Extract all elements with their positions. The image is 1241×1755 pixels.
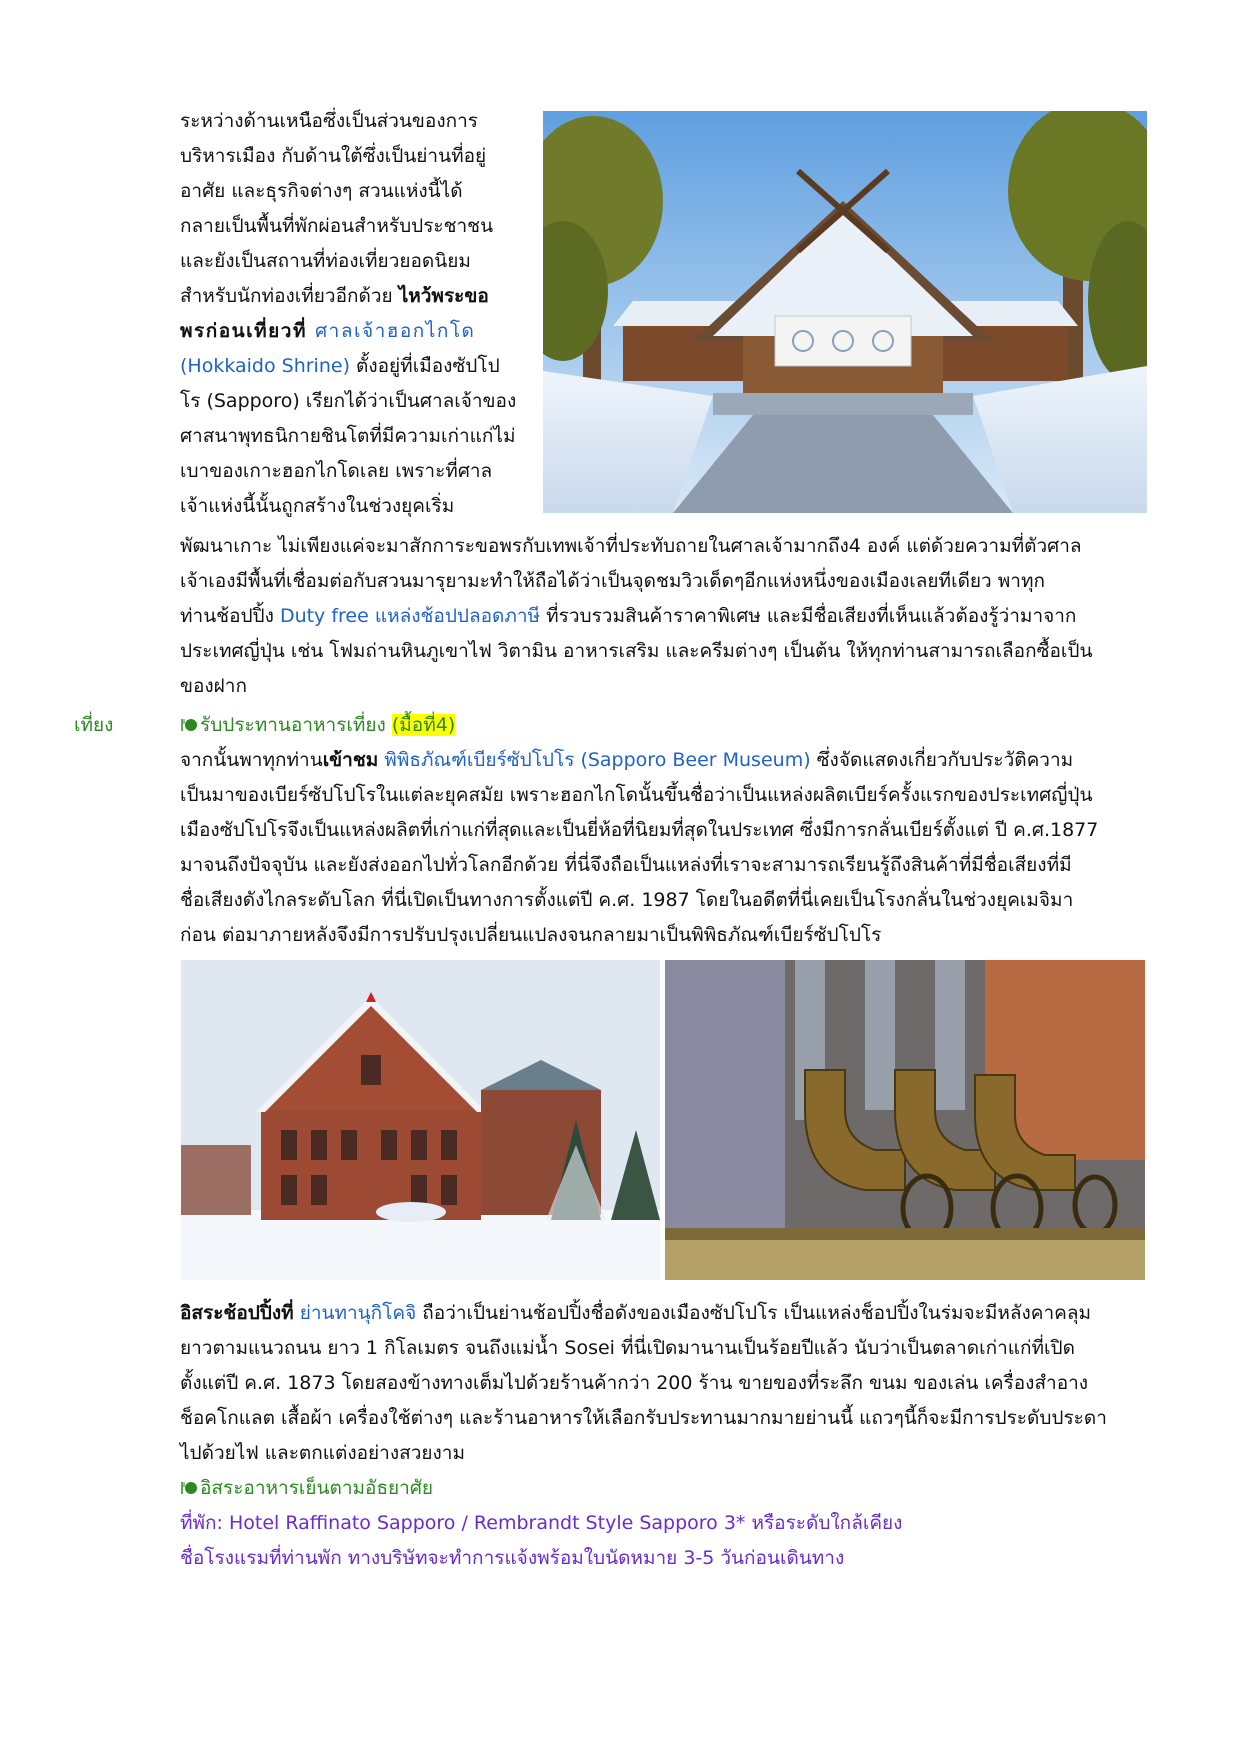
continuation-line: ประเทศญี่ปุ่น เช่น โฟมถ่านหินภูเขาไฟ วิตามิน อาหารเสริม และครีมต่างๆ เป็นต้น ให้ทุกท่านสามารถเลือกซื้อเป็น	[180, 640, 1093, 662]
intro-line	[180, 349, 525, 384]
tanukikoji-line: ตั้งแต่ปี ค.ศ. 1873 โดยสองข้างทางเต็มไปด้วยร้านค้ากว่า 200 ร้าน ขายของที่ระลึก ขนม ของเล่น เครื่องสำอาง	[180, 1372, 1089, 1394]
museum-line	[180, 743, 1147, 778]
hokkaido-shrine-photo	[543, 111, 1147, 513]
hokkaido-shrine-link-en[interactable]: (Hokkaido Shrine)	[180, 355, 350, 377]
intro-line: ศาสนาพุทธนิกายชินโตที่มีความเก่าแก่ไม่	[180, 425, 516, 447]
intro-line: และยังเป็นสถานที่ท่องเที่ยวยอดนิยม	[180, 250, 471, 272]
continuation-line: พัฒนาเกาะ ไม่เพียงแค่จะมาสักการะขอพรกับเทพเจ้าที่ประทับถายในศาลเจ้ามากถึง4 องค์ แต่ด้วยความที่ตัวศาล	[180, 535, 1082, 557]
intro-paragraph	[180, 104, 525, 524]
intro-bold: พรก่อนเที่ยวที่	[180, 320, 316, 342]
meal-icon	[180, 1473, 198, 1489]
tanukikoji-line	[180, 1296, 1147, 1331]
intro-line	[180, 314, 525, 349]
tanukikoji-line: ยาวตามแนวถนน ยาว 1 กิโลเมตร จนถึงแม่น้ำ Sosei ที่นี่เปิดมานานเป็นร้อยปีแล้ว นับว่าเป็นตลาดเก่าแก่ที่เปิด	[180, 1337, 1075, 1359]
beer-museum-building-photo	[181, 960, 660, 1280]
continuation-text: ท่านช้อปปิ้ง	[180, 605, 280, 627]
continuation-text: ที่รวบรวมสินค้าราคาพิเศษ และมีชื่อเสียงที่เห็นแล้วต้องรู้ว่ามาจาก	[540, 605, 1077, 627]
museum-bold: เข้าชม	[322, 749, 379, 771]
tanukikoji-text: ถือว่าเป็นย่านช้อปปิ้งชื่อดังของเมืองซัปโปโร เป็นแหล่งช็อปปิ้งในร่มจะมีหลังคาคลุม	[416, 1302, 1092, 1324]
museum-line: ชื่อเสียงดังไกลระดับโลก ที่นี่เปิดเป็นทางการตั้งแต่ปี ค.ศ. 1987 โดยในอดีตที่นี่เคยเป็นโรงกลั่นในช่วงยุคเมจิมา	[180, 889, 1074, 911]
intro-line	[180, 279, 525, 314]
tanukikoji-link[interactable]: ย่านทานุกิโคจิ	[293, 1302, 417, 1324]
tanukikoji-paragraph	[180, 1296, 1147, 1471]
lunch-text: รับประทานอาหารเที่ยง	[200, 714, 392, 736]
hotel-notice: ชื่อโรงแรมที่ท่านพัก ทางบริษัทจะทำการแจ้งพร้อมใบนัดหมาย 3-5 วันก่อนเดินทาง	[180, 1547, 845, 1569]
museum-line: ก่อน ต่อมาภายหลังจึงมีการปรับปรุงเปลี่ยนแปลงจนกลายมาเป็นพิพิธภัณฑ์เบียร์ซัปโปโร	[180, 924, 882, 946]
tanukikoji-line: ไปด้วยไฟ และตกแต่งอย่างสวยงาม	[180, 1442, 465, 1464]
intro-text: สำหรับนักท่องเที่ยวอีกด้วย	[180, 285, 399, 307]
museum-text: ซึ่งจัดแสดงเกี่ยวกับประวัติความ	[810, 749, 1074, 771]
intro-line: ระหว่างด้านเหนือซึ่งเป็นส่วนของการ	[180, 110, 478, 132]
brass-taps-photo	[665, 960, 1145, 1280]
intro-text: ตั้งอยู่ที่เมืองซัปโป	[349, 355, 500, 377]
sapporo-beer-museum-link[interactable]: พิพิธภัณฑ์เบียร์ซัปโปโร (Sapporo Beer Museum)	[378, 749, 811, 771]
intro-line: อาศัย และธุรกิจต่างๆ สวนแห่งนี้ได้	[180, 180, 463, 202]
continuation-line	[180, 599, 1147, 634]
museum-paragraph	[180, 743, 1147, 953]
intro-line: เบาของเกาะฮอกไกโดเลย เพราะที่ศาล	[180, 460, 493, 482]
meal-count-highlight: (มื้อที่4)	[391, 714, 456, 736]
dinner-line	[180, 1471, 433, 1506]
hokkaido-shrine-link[interactable]: ศาลเจ้าฮอกไกโด	[315, 320, 476, 342]
continuation-line: เจ้าเองมีพื้นที่เชื่อมต่อกับสวนมารุยามะทำให้ถือได้ว่าเป็นจุดชมวิวเด็ดๆอีกแห่งหนึ่งของเมืองเลยทีเดียว พาทุก	[180, 570, 1045, 592]
intro-continuation	[180, 529, 1147, 704]
intro-line: เจ้าแห่งนี้นั้นถูกสร้างในช่วงยุคเริ่ม	[180, 495, 455, 517]
hotel-line: ที่พัก: Hotel Raffinato Sapporo / Rembrandt Style Sapporo 3* หรือระดับใกล้เคียง	[180, 1512, 903, 1534]
intro-line: บริหารเมือง กับด้านใต้ซึ่งเป็นย่านที่อยู่	[180, 145, 487, 167]
museum-line: มาจนถึงปัจจุบัน และยังส่งออกไปทั่วโลกอีกด้วย ที่นี่จึงถือเป็นแหล่งที่เราจะสามารถเรียนรู้ถึงสินค้าที่มีชื่อเสียงที่มี	[180, 854, 1072, 876]
intro-line: โร (Sapporo) เรียกได้ว่าเป็นศาลเจ้าของ	[180, 390, 517, 412]
museum-line: เป็นมาของเบียร์ซัปโปโรในแต่ละยุคสมัย เพราะฮอกไกโดนั้นขึ้นชื่อว่าเป็นแหล่งผลิตเบียร์ครั้งแรกของประเทศญี่ปุ่น	[180, 784, 1093, 806]
duty-free-link[interactable]: Duty free แหล่งช้อปปลอดภาษี	[279, 605, 541, 627]
tanukikoji-line: ช็อคโกแลต เสื้อผ้า เครื่องใช้ต่างๆ และร้านอาหารให้เลือกรับประทานมากมายย่านนี้ แถวๆนี้ก็จะมีการประดับประดา	[180, 1407, 1107, 1429]
time-label-noon: เที่ยง	[74, 714, 114, 736]
intro-bold: ไหว้พระขอ	[398, 285, 489, 307]
dinner-text: อิสระอาหารเย็นตามอัธยาศัย	[200, 1477, 434, 1499]
intro-line: กลายเป็นพื้นที่พักผ่อนสำหรับประชาชน	[180, 215, 494, 237]
museum-line: เมืองซัปโปโรจึงเป็นแหล่งผลิตที่เก่าแก่ที่สุดและเป็นยี่ห้อที่นิยมที่สุดในประเทศ ซึ่งมีการกลั่นเบียร์ตั้งแต่ ปี ค.ศ.1877	[180, 819, 1099, 841]
tanukikoji-bold: อิสระช้อปปิ้งที่	[180, 1302, 294, 1324]
meal-icon	[180, 710, 198, 726]
lunch-line	[180, 708, 455, 743]
museum-text: จากนั้นพาทุกท่าน	[180, 749, 323, 771]
continuation-line: ของฝาก	[180, 675, 247, 697]
